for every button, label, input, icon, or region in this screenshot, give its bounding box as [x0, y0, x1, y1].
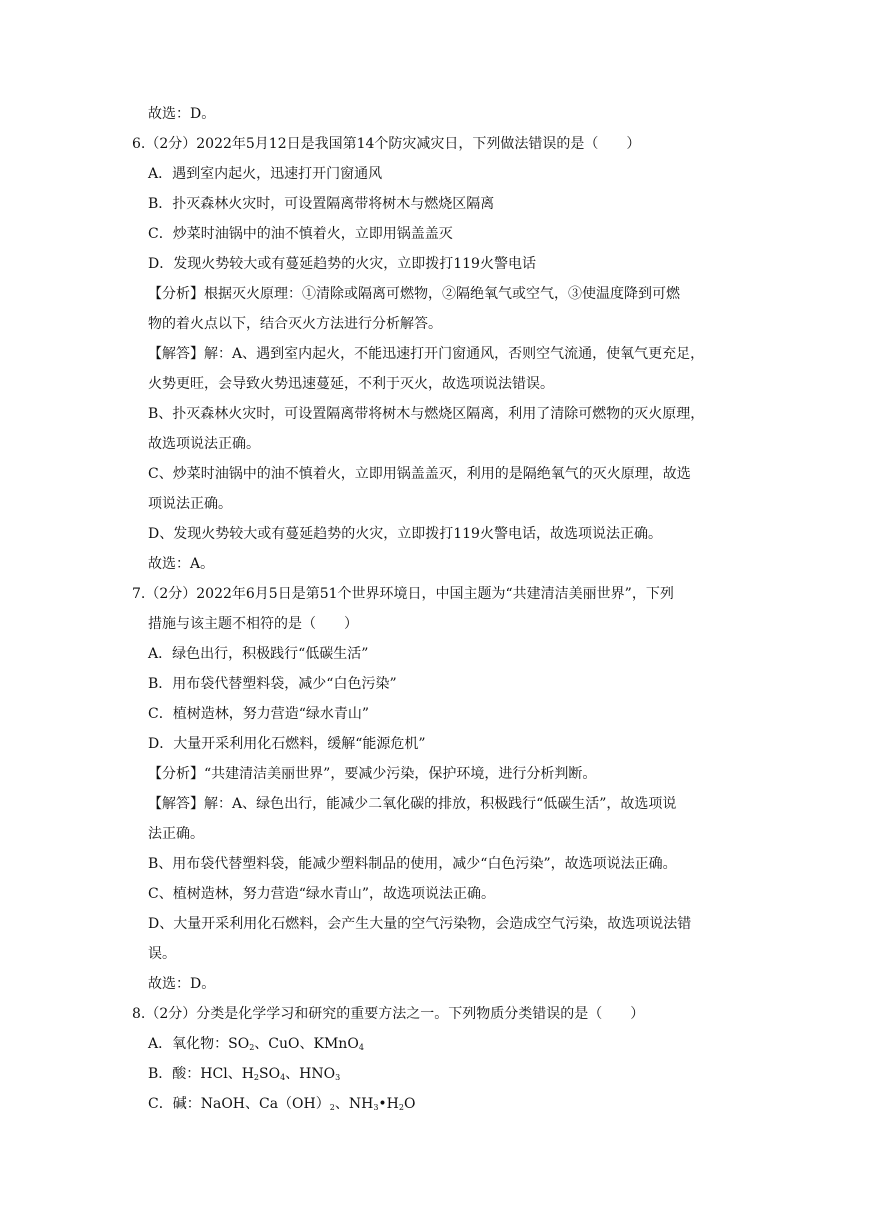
- formula-text: •H: [378, 1096, 399, 1112]
- q7-solution-line: C、植树造林，努力营造“绿水青山”，故选项说法正确。: [148, 886, 496, 902]
- formula-subscript: 4: [358, 1043, 364, 1052]
- q7-solution-line: 法正确。: [148, 826, 204, 842]
- question-8-stem: 8.（2分）分类是化学学习和研究的重要方法之一。下列物质分类错误的是（ ）: [132, 1006, 645, 1022]
- formula-text: HNO: [299, 1066, 336, 1082]
- formula-subscript: 2: [329, 1103, 335, 1112]
- formula-subscript: 2: [249, 1043, 255, 1052]
- formula-subscript: 2: [398, 1103, 404, 1112]
- q6-solution-line: 故选项说法正确。: [148, 436, 260, 452]
- formula-text: SO: [228, 1036, 250, 1052]
- q7-option-c: C．植树造林，努力营造“绿水青山”: [148, 706, 370, 722]
- q6-solution-line: 【解答】解：A、遇到室内起火，不能迅速打开门窗通风，否则空气流通，使氧气更充足，: [148, 346, 705, 362]
- q8-option-c: [148, 1095, 415, 1113]
- q6-analysis-line: 【分析】根据灭火原理：①清除或隔离可燃物，②隔绝氧气或空气，③使温度降到可燃: [148, 286, 680, 302]
- formula-subscript: 3: [335, 1073, 341, 1082]
- q6-solution-line: C、炒菜时油锅中的油不慎着火，立即用锅盖盖灭，利用的是隔绝氧气的灭火原理，故选: [148, 466, 691, 482]
- q7-solution-line: 误。: [148, 946, 176, 962]
- formula-separator: 、: [285, 1066, 300, 1082]
- q6-solution-line: 火势更旺，会导致火势迅速蔓延，不利于灭火，故选项说法错误。: [148, 376, 554, 392]
- q6-analysis-line: 物的着火点以下，结合灭火方法进行分析解答。: [148, 316, 442, 332]
- option-prefix: C．碱：: [148, 1096, 201, 1112]
- q6-option-d: D．发现火势较大或有蔓延趋势的火灾，立即拨打119火警电话: [148, 256, 536, 272]
- q6-option-c: C．炒菜时油锅中的油不慎着火，立即用锅盖盖灭: [148, 226, 453, 242]
- question-6-stem: 6.（2分）2022年5月12日是我国第14个防灾减灾日，下列做法错误的是（ ）: [132, 136, 641, 152]
- q6-solution-line: B、扑灭森林火灾时，可设置隔离带将树木与燃烧区隔离，利用了清除可燃物的灭火原理，: [148, 406, 705, 422]
- q7-option-b: B．用布袋代替塑料袋，减少“白色污染”: [148, 676, 397, 692]
- q7-solution-line: D、大量开采利用化石燃料，会产生大量的空气污染物，会造成空气污染，故选项说法错: [148, 916, 692, 932]
- q7-option-a: A．绿色出行，积极践行“低碳生活”: [148, 646, 369, 662]
- formula-subscript: 2: [253, 1073, 259, 1082]
- formula-text: HCl、H: [200, 1066, 254, 1082]
- formula-separator: 、NH: [334, 1096, 374, 1112]
- q7-solution-line: B、用布袋代替塑料袋，能减少塑料制品的使用，减少“白色污染”，故选项说法正确。: [148, 856, 677, 872]
- answer-line: 故选：D。: [148, 106, 216, 122]
- q7-solution-line: 【解答】解：A、绿色出行，能减少二氧化碳的排放，积极践行“低碳生活”，故选项说: [148, 796, 677, 812]
- formula-text: NaOH、Ca（OH）: [200, 1096, 330, 1112]
- q7-option-d: D．大量开采利用化石燃料，缓解“能源危机”: [148, 736, 426, 752]
- option-prefix: B．酸：: [148, 1066, 201, 1082]
- question-7-stem-cont: 措施与该主题不相符的是（ ）: [148, 616, 358, 632]
- answer-line: 故选：A。: [148, 556, 215, 572]
- formula-text: O: [403, 1096, 416, 1112]
- formula-subscript: 4: [280, 1073, 286, 1082]
- q6-option-a: A．遇到室内起火，迅速打开门窗通风: [148, 166, 383, 182]
- q7-analysis-line: 【分析】“共建清洁美丽世界”，要减少污染，保护环境，进行分析判断。: [148, 766, 597, 782]
- q6-solution-line: 项说法正确。: [148, 496, 232, 512]
- answer-line: 故选：D。: [148, 976, 216, 992]
- formula-text: SO: [259, 1066, 281, 1082]
- formula-subscript: 3: [373, 1103, 379, 1112]
- formula-text: KMnO: [313, 1036, 359, 1052]
- formula-separator: 、CuO、: [254, 1036, 314, 1052]
- option-prefix: A．氧化物：: [148, 1036, 229, 1052]
- q8-option-a: [148, 1035, 364, 1053]
- q8-option-b: [148, 1065, 340, 1083]
- q6-solution-line: D、发现火势较大或有蔓延趋势的火灾，立即拨打119火警电话，故选项说法正确。: [148, 526, 662, 542]
- q6-option-b: B．扑灭森林火灾时，可设置隔离带将树木与燃烧区隔离: [148, 196, 495, 212]
- question-7-stem: 7.（2分）2022年6月5日是第51个世界环境日，中国主题为“共建清洁美丽世界”，下列: [132, 586, 674, 602]
